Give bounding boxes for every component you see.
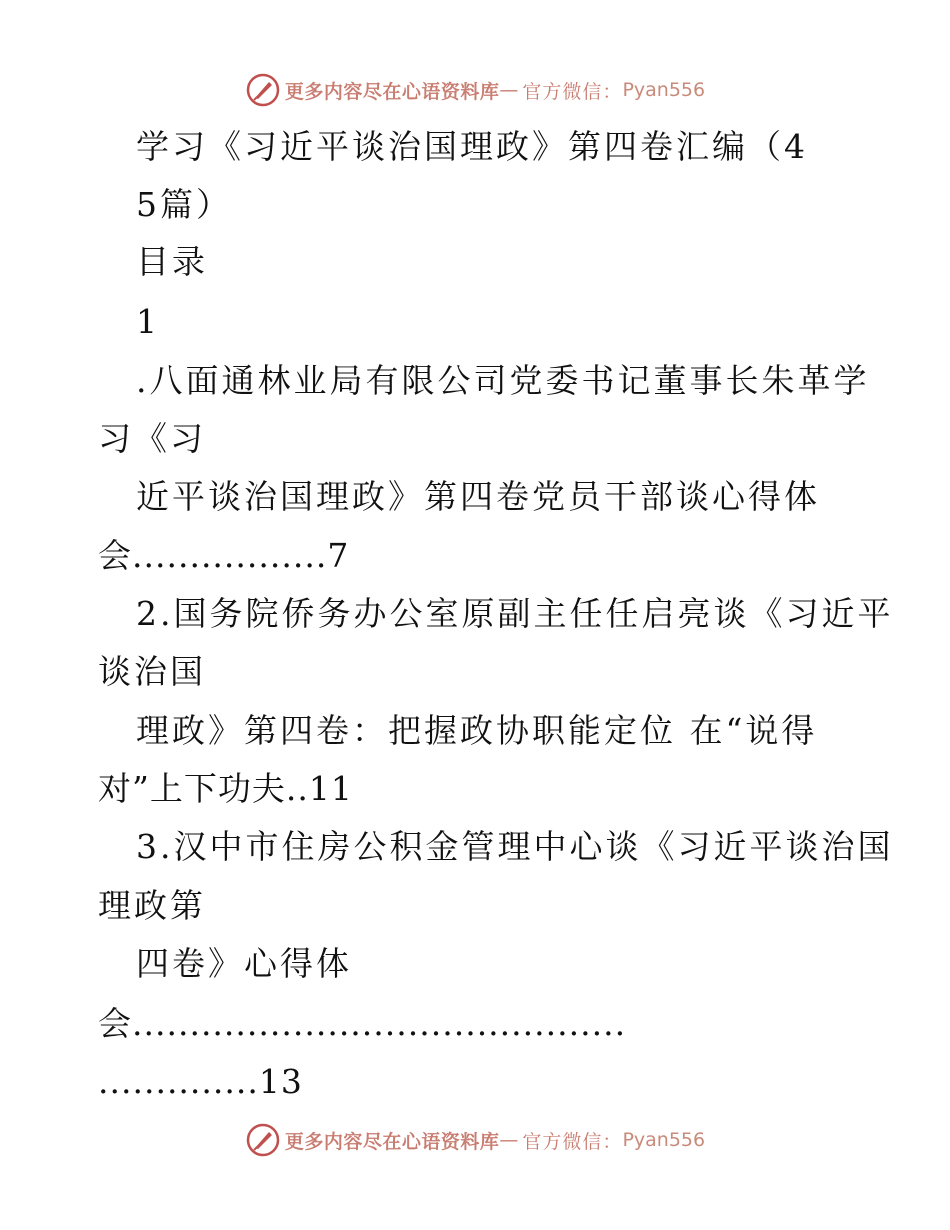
toc-item-2-line-3: 理政》第四卷：把握政协职能定位 在“说得 [136,711,818,750]
toc-heading: 目录 [136,242,208,281]
toc-item-2-page: 对”上下功夫..11 [98,769,353,808]
watermark-header [0,72,950,108]
toc-item-3-leader: 会........................................... [98,1004,627,1043]
watermark-wechat-id: Pyan556 [622,1129,706,1151]
toc-item-1-page: 会.................7 [98,536,350,575]
watermark-wechat-label: 官方微信： [522,80,623,103]
watermark-dash: — [499,79,519,101]
watermark-text: 更多内容尽在心语资料库 [284,1130,500,1153]
quill-logo-icon [245,1122,281,1158]
toc-item-1-line-1: .八面通林业局有限公司党委书记董事长朱革学 [136,361,870,400]
watermark-dash: — [499,1129,519,1151]
doc-title-line-2: 5篇） [136,185,232,224]
toc-item-3-page: ..............13 [98,1062,303,1101]
toc-item-2-line-1: 2.国务院侨务办公室原副主任任启亮谈《习近平 [136,594,894,633]
toc-item-2-line-2: 谈治国 [98,652,206,691]
watermark-footer [0,1122,950,1158]
watermark-wechat-label: 官方微信： [522,1130,623,1153]
toc-item-1-line-2: 习《习 [98,419,206,458]
watermark-text: 更多内容尽在心语资料库 [284,80,500,103]
toc-item-1-number: 1 [136,302,160,341]
doc-title-line-1: 学习《习近平谈治国理政》第四卷汇编（4 [136,127,808,166]
toc-item-3-line-2: 理政第 [98,886,206,925]
toc-item-3-line-3: 四卷》心得体 [136,944,352,983]
quill-logo-icon [245,72,281,108]
toc-item-3-line-1: 3.汉中市住房公积金管理中心谈《习近平谈治国 [136,827,894,866]
watermark-wechat-id: Pyan556 [622,79,706,101]
toc-item-1-line-3: 近平谈治国理政》第四卷党员干部谈心得体 [136,477,820,516]
